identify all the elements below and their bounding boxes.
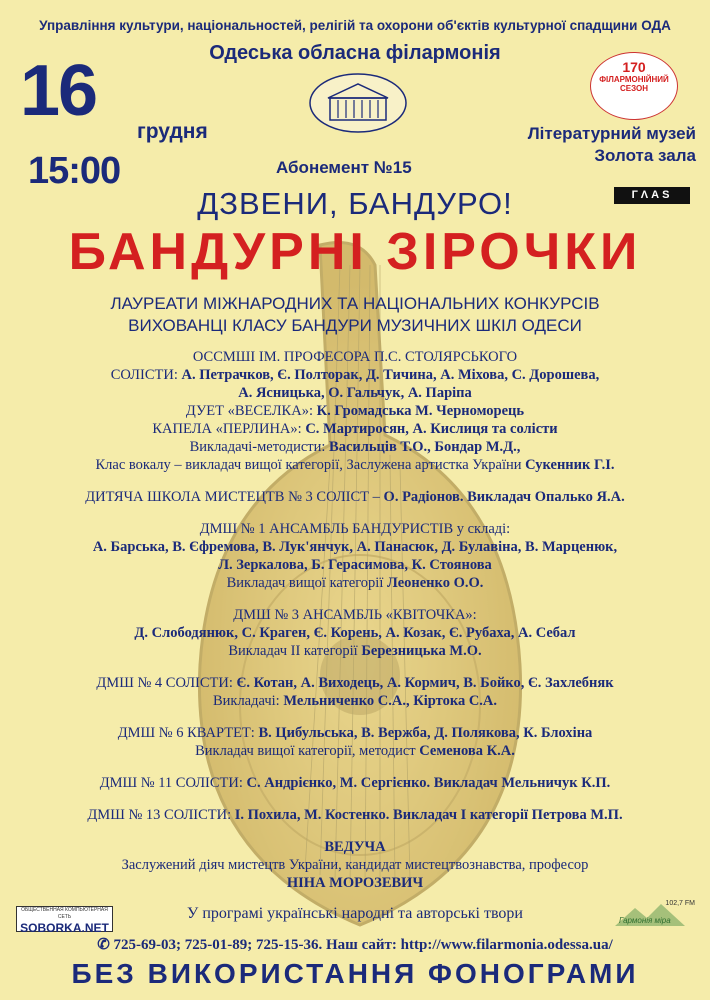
school-name: ОССМШІ ІМ. ПРОФЕСОРА П.С. СТОЛЯРСЬКОГО [192, 349, 518, 365]
season-label-1: ФІЛАРМОНІЙНИЙ [599, 75, 669, 84]
school-block-1 [0, 348, 710, 474]
soborka-logo: ОБЩЕСТВЕННАЯ КОМПЬЮТЕРНАЯ СЕТЬ SOBORKA.NET [16, 906, 113, 932]
season-label-2: СЕЗОН [619, 84, 649, 94]
venue-line-2: Золота зала [594, 146, 696, 166]
laureates-line-1: ЛАУРЕАТИ МІЖНАРОДНИХ ТА НАЦІОНАЛЬНИХ КОНКУРСІВ [110, 294, 600, 313]
school-block-6: ДМШ № 6 КВАРТЕТ: В. Цибульська, В. Вержба, Д. Полякова, К. Блохіна Викладач вищої категорії, методист Семенова К.А. [117, 725, 593, 759]
glas-logo: ГΛAS [614, 187, 690, 204]
radio-logo: 102,7 FM Гармонія міра [613, 900, 695, 930]
soloists-line: СОЛІСТИ: А. Петрачков, Є. Полторак, Д. Тичина, А. Міхова, С. Дорошева, [110, 367, 600, 383]
event-month: грудня [137, 120, 208, 143]
event-day: 16 [20, 51, 97, 131]
department-header: Управління культури, національностей, релігій та охорони об'єктів культурної спадщини ОДА [39, 18, 671, 33]
host-name: НІНА МОРОЗЕВИЧ [286, 875, 424, 891]
philharmonic-building-icon [308, 72, 408, 134]
school-block-5: ДМШ № 4 СОЛІСТИ: Є. Котан, А. Виходець, А. Кормич, В. Бойко, Є. Захлебняк Викладачі: Мельниченко С.А., Кіртока С.А. [96, 675, 614, 709]
host-description: Заслужений діяч мистецтв України, кандидат мистецтвознавства, професор [121, 857, 589, 873]
duet-line: ДУЕТ «ВЕСЕЛКА»: К. Громадська М. Черноморець [185, 403, 525, 419]
host-label: ВЕДУЧА [324, 839, 386, 855]
venue-line-1: Літературний музей [527, 124, 696, 143]
program-note: У програмі українські народні та авторські твори [187, 905, 523, 922]
season-number: 170 [622, 59, 646, 75]
soloists-line-cont: А. Ясницька, О. Гальчук, А. Паріпа [238, 385, 472, 401]
vocal-class-line: Клас вокалу – викладач вищої категорії, Заслужена артистка України Сукенник Г.І. [95, 457, 615, 473]
season-badge [590, 52, 678, 120]
laureates-line-2: ВИХОВАНЦІ КЛАСУ БАНДУРИ МУЗИЧНИХ ШКІЛ ОДЕСИ [128, 316, 582, 336]
venue [466, 123, 696, 167]
teachers-line: Викладачі-методисти: Васильців Т.О., Бондар М.Д., [189, 439, 521, 455]
host-block [0, 838, 710, 892]
subscription-number: Абонемент №15 [276, 158, 412, 177]
no-phonogram-notice: БЕЗ ВИКОРИСТАННЯ ФОНОГРАМИ [71, 958, 639, 989]
phone-icon: ✆ [97, 937, 110, 953]
subtitle: ДЗВЕНИ, БАНДУРО! [197, 186, 513, 221]
laureates-block [0, 293, 710, 337]
philharmonic-name: Одеська обласна філармонія [209, 42, 501, 64]
school-block-3: ДМШ № 1 АНСАМБЛЬ БАНДУРИСТІВ у складі: А. Барська, В. Єфремова, В. Лук'янчук, А. Панасюк, Д. Булавіна, В. Марценюк, Л. Зеркалова, Б. Герасимова, К. Стоянова Викладач вищої категорії Леоненко О.О. [92, 521, 618, 591]
school-block-7: ДМШ № 11 СОЛІСТИ: С. Андрієнко, М. Сергієнко. Викладач Мельничук К.П. [99, 775, 611, 791]
event-time: 15:00 [28, 150, 121, 192]
school-block-8: ДМШ № 13 СОЛІСТИ: І. Похила, М. Костенко. Викладач І категорії Петрова М.П. [87, 807, 623, 823]
school-block-2: ДИТЯЧА ШКОЛА МИСТЕЦТВ № 3 СОЛІСТ – О. Радіонов. Викладач Опалько Я.А. [85, 489, 625, 505]
program-list [0, 348, 710, 906]
main-title: БАНДУРНІ ЗІРОЧКИ [68, 223, 642, 281]
chapel-line: КАПЕЛА «ПЕРЛИНА»: С. Мартиросян, А. Кислиця та солісти [152, 421, 558, 437]
school-block-4: ДМШ № 3 АНСАМБЛЬ «КВІТОЧКА»: Д. Слободянюк, С. Краген, Є. Корень, А. Козак, Є. Рубаха, А. Себал Викладач ІІ категорії Березницька М.О. [134, 607, 576, 659]
contacts-line: ✆ 725-69-03; 725-01-89; 725-15-36. Наш сайт: http://www.filarmonia.odessa.ua/ [97, 937, 613, 953]
